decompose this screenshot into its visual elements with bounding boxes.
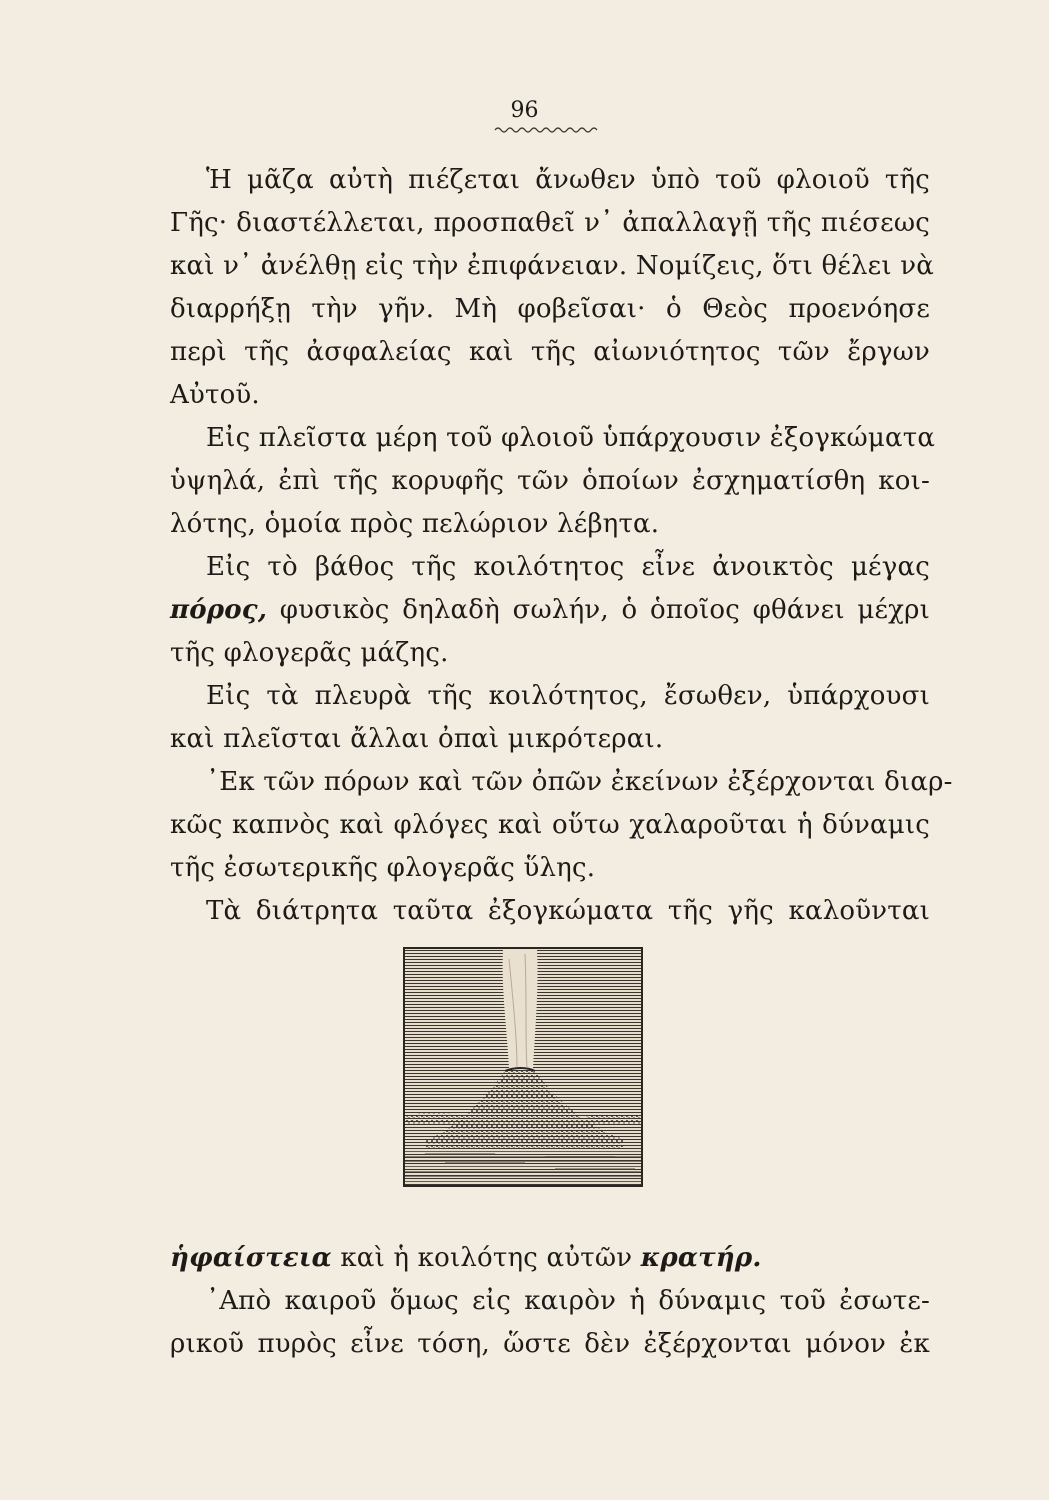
term-krater: κρατήρ. <box>640 1243 762 1273</box>
text-line: Τὰ διάτρητα ταῦτα ἐξογκώματα τῆς γῆς καλοῦνται <box>206 896 930 926</box>
text-line <box>170 1243 762 1273</box>
text-run: φυσικὸς δηλαδὴ σωλήν, ὁ ὁποῖος φθάνει μέχρι <box>267 595 930 625</box>
text-line: λότης, ὁμοία πρὸς πελώριον λέβητα. <box>170 509 660 539</box>
text-line: ᾽Εκ τῶν πόρων καὶ τῶν ὀπῶν ἐκείνων ἐξέρχονται διαρ- <box>206 767 953 797</box>
volcano-engraving <box>403 947 643 1187</box>
text-line: καὶ ν᾽ ἀνέλθῃ εἰς τὴν ἐπιφάνειαν. Νομίζεις, ὅτι θέλει νὰ <box>170 251 934 281</box>
text-line: ᾽Απὸ καιροῦ ὅμως εἰς καιρὸν ἡ δύναμις τοῦ ἐσωτε- <box>206 1286 930 1316</box>
text-line: διαρρήξῃ τὴν γῆν. Μὴ φοβεῖσαι· ὁ Θεὸς προενόησε <box>170 294 930 324</box>
text-line: καὶ πλεῖσται ἄλλαι ὀπαὶ μικρότεραι. <box>170 724 664 754</box>
term-poros: πόρος, <box>170 595 268 625</box>
text-line: Γῆς· διαστέλλεται, προσπαθεῖ ν᾽ ἀπαλλαγῇ τῆς πιέσεως <box>170 208 930 238</box>
text-line: Εἰς πλεῖστα μέρη τοῦ φλοιοῦ ὑπάρχουσιν ἐξογκώματα <box>206 423 936 453</box>
text-line: ὑψηλά, ἐπὶ τῆς κορυφῆς τῶν ὁποίων ἐσχηματίσθη κοι- <box>170 466 930 496</box>
text-line: Αὐτοῦ. <box>170 380 260 410</box>
text-line: τῆς ἐσωτερικῆς φλογερᾶς ὕλης. <box>170 853 596 883</box>
text-line: Εἰς τὰ πλευρὰ τῆς κοιλότητος, ἔσωθεν, ὑπάρχουσι <box>206 681 930 711</box>
text-line <box>170 595 930 625</box>
text-run: καὶ ἡ κοιλότης αὐτῶν <box>331 1243 641 1273</box>
text-line: ρικοῦ πυρὸς εἶνε τόση, ὥστε δὲν ἐξέρχονται μόνον ἐκ <box>170 1329 930 1359</box>
text-line: κῶς καπνὸς καὶ φλόγες καὶ οὕτω χαλαροῦται ἡ δύναμις <box>170 810 930 840</box>
wavy-rule-ornament <box>493 124 603 136</box>
text-line: περὶ τῆς ἀσφαλείας καὶ τῆς αἰωνιότητος τῶν ἔργων <box>170 337 930 367</box>
page-number: 96 <box>510 98 539 123</box>
text-line: Εἰς τὸ βάθος τῆς κοιλότητος εἶνε ἀνοικτὸς μέγας <box>206 552 930 582</box>
term-hfaisteia: ἡφαίστεια <box>170 1243 332 1273</box>
text-line: Ἡ μᾶζα αὐτὴ πιέζεται ἄνωθεν ὑπὸ τοῦ φλοιοῦ τῆς <box>206 165 930 195</box>
text-line: τῆς φλογερᾶς μάζης. <box>170 638 449 668</box>
